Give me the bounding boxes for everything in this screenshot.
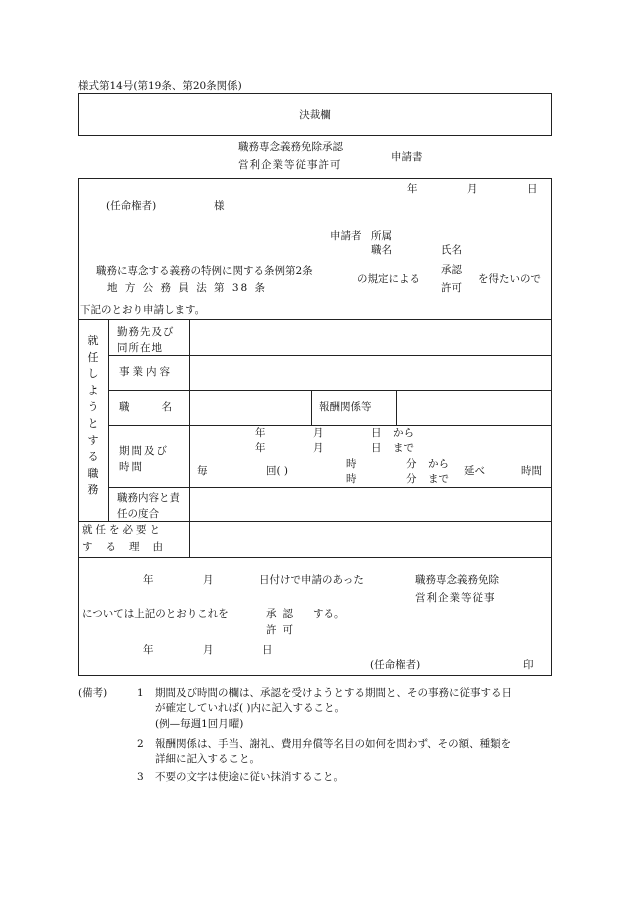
approval-authority: (任命権者) bbox=[370, 659, 421, 671]
period-year-2: 年 bbox=[255, 442, 266, 454]
approval-day-2: 日 bbox=[262, 644, 273, 656]
header-year: 年 bbox=[407, 183, 418, 195]
time-total: 延べ bbox=[464, 465, 485, 477]
time-every: 毎 bbox=[197, 465, 208, 477]
row-line-3 bbox=[108, 425, 552, 426]
provision-text: の規定による bbox=[357, 273, 420, 285]
approval-month: 月 bbox=[203, 574, 214, 586]
period-month-1: 月 bbox=[313, 427, 324, 439]
approval-box-label: 決裁欄 bbox=[299, 109, 331, 121]
note-1-number: 1 bbox=[137, 687, 144, 699]
approval-item-1: 職務専念義務免除 bbox=[415, 574, 499, 586]
affiliation-label: 所属 bbox=[371, 230, 392, 242]
job-title-label: 職名 bbox=[119, 401, 204, 413]
row-line-4 bbox=[108, 487, 552, 488]
law-line-1: 職務に専念する義務の特例に関する条例第2条 bbox=[96, 265, 313, 277]
period-from: から bbox=[393, 427, 414, 439]
notes-label: (備考) bbox=[78, 687, 108, 699]
approval-month-2: 月 bbox=[203, 644, 214, 656]
period-year-1: 年 bbox=[255, 427, 266, 439]
time-times: 回( ) bbox=[266, 465, 289, 477]
period-day-2: 日 bbox=[371, 442, 382, 454]
period-month-2: 月 bbox=[313, 442, 324, 454]
header-month: 月 bbox=[467, 183, 478, 195]
workplace-label: 勤務先及び同所在地 bbox=[117, 326, 175, 354]
approval-option-2: 許可 bbox=[266, 624, 299, 636]
title-line-2: 営利企業等従事許可 bbox=[238, 159, 342, 171]
law-line-2: 地 方 公 務 員 法 第 38 条 bbox=[107, 282, 268, 294]
approval-item-2: 営利企業等従事 bbox=[415, 592, 496, 604]
request-text: を得たいので bbox=[478, 273, 541, 285]
note-1-line-2: が確定していれば( )内に記入すること。 bbox=[155, 702, 346, 714]
approval-year-2: 年 bbox=[143, 644, 154, 656]
note-2-line-2: 詳細に記入すること。 bbox=[155, 753, 260, 765]
position-divider-2 bbox=[396, 390, 397, 425]
time-min-1: 分 bbox=[406, 458, 417, 470]
period-label: 期間及び時間 bbox=[119, 445, 169, 473]
header-day: 日 bbox=[527, 183, 538, 195]
time-hour-2: 時 bbox=[346, 473, 357, 485]
side-label-text: 就任しようとする職務 bbox=[87, 334, 99, 497]
label-column-divider bbox=[189, 319, 190, 557]
side-vertical-label bbox=[86, 333, 100, 499]
applicant-label: 申請者 bbox=[330, 230, 362, 242]
position-divider-1 bbox=[311, 390, 312, 425]
note-2-number: 2 bbox=[137, 738, 144, 750]
time-hours: 時間 bbox=[521, 465, 542, 477]
approval-about-text: については上記のとおりこれを bbox=[82, 608, 229, 620]
business-label: 事業内容 bbox=[119, 366, 173, 378]
time-min-2: 分 bbox=[406, 473, 417, 485]
title-suffix: 申請書 bbox=[391, 151, 423, 163]
table-top-line bbox=[78, 319, 552, 320]
note-3-line-1: 不要の文字は使途に従い抹消すること。 bbox=[155, 771, 344, 783]
option-permission: 許可 bbox=[441, 282, 462, 294]
approval-suru: する。 bbox=[313, 608, 345, 620]
honorific: 様 bbox=[214, 200, 225, 212]
note-1-line-1: 期間及び時間の欄は、承認を受けようとする期間と、その事務に従事する日 bbox=[155, 687, 512, 699]
option-approval: 承認 bbox=[441, 264, 462, 276]
approval-date-text: 日付けで申請のあった bbox=[259, 574, 364, 586]
period-to: まで bbox=[393, 442, 414, 454]
title-line-1: 職務専念義務免除承認 bbox=[238, 141, 343, 153]
form-number: 様式第14号(第19条、第20条関係) bbox=[78, 80, 242, 92]
note-2-line-1: 報酬関係は、手当、謝礼、費用弁償等名目の如何を問わず、その額、種類を bbox=[155, 738, 512, 750]
compensation-label: 報酬関係等 bbox=[319, 401, 372, 413]
responsibility-label: 職務内容と責任の度合 bbox=[117, 492, 180, 520]
period-day-1: 日 bbox=[371, 427, 382, 439]
side-column-divider bbox=[108, 319, 109, 521]
row-line-6 bbox=[78, 557, 552, 558]
time-hour-1: 時 bbox=[346, 458, 357, 470]
addressee: (任命権者) bbox=[106, 200, 157, 212]
approval-option-1: 承認 bbox=[266, 608, 299, 620]
row-line-2 bbox=[108, 390, 552, 391]
note-1-line-3: (例—毎週1回月曜) bbox=[155, 718, 244, 730]
time-from: から bbox=[428, 458, 449, 470]
note-3-number: 3 bbox=[137, 771, 144, 783]
time-to: まで bbox=[428, 473, 449, 485]
name-label: 氏名 bbox=[441, 244, 462, 256]
closing-text: 下記のとおり申請します。 bbox=[80, 304, 206, 316]
position-label: 職名 bbox=[371, 244, 392, 256]
approval-year: 年 bbox=[143, 574, 154, 586]
reason-label-line-2: する理由 bbox=[82, 541, 176, 553]
approval-box bbox=[78, 93, 552, 136]
seal-mark: 印 bbox=[523, 659, 534, 671]
reason-label-line-1: 就任を必要と bbox=[82, 524, 163, 536]
